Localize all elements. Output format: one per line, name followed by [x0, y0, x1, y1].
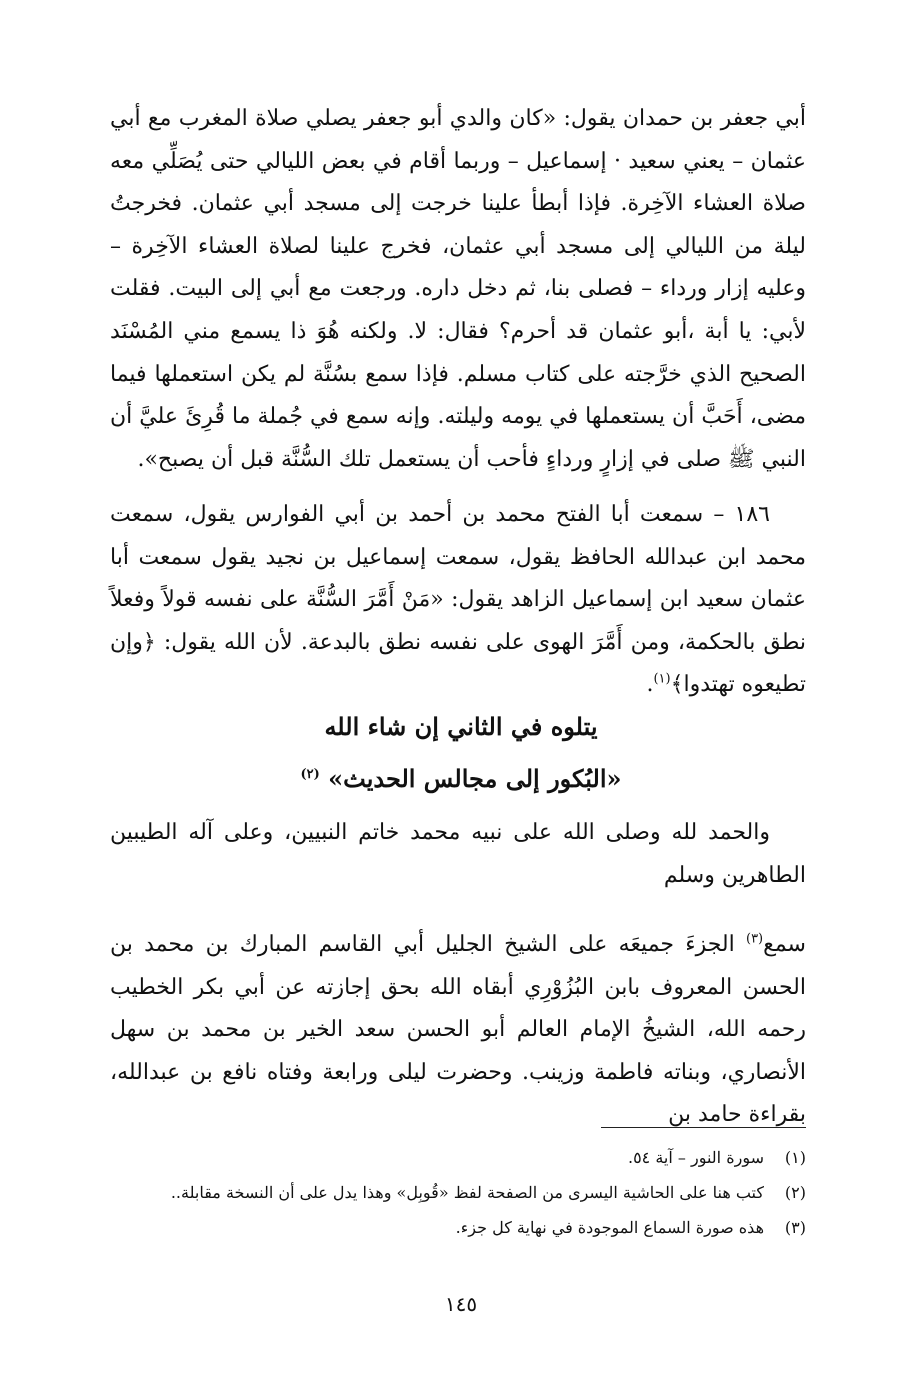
- footnote-number: (١): [784, 1148, 806, 1167]
- section-heading: يتلوه في الثاني إن شاء الله: [324, 712, 598, 741]
- footnote-ref-2: (٢): [300, 767, 320, 782]
- paragraph-text: ١٨٦ – سمعت أبا الفتح محمد بن أحمد بن أبي الفوارس يقول، سمعت محمد ابن عبدالله الحافظ يقول، سمعت إسماعيل بن نجيد يقول سمعت أبا عثمان سعيد ابن إسماعيل الزاهد يقول: «مَنْ أَمَّرَ السُّنَّة على نفسه قولاً وفعلاً نطق بالحكمة، ومن أَمَّرَ الهوى على نفسه نطق بالبدعة. لأن الله يقول: ﴿وإن تطيعوه تهتدوا﴾: [110, 502, 806, 698]
- footnote-item: [106, 1210, 806, 1245]
- next-part-title: [0, 764, 922, 793]
- closing-praise: [110, 812, 806, 897]
- paragraph-hadith-186: [110, 494, 806, 707]
- paragraph-start: سمع: [763, 932, 806, 957]
- next-part-title-text: «البُكور إلى مجالس الحديث»: [328, 764, 622, 793]
- footnote-text: هذه صورة السماع الموجودة في نهاية كل جزء.: [455, 1218, 764, 1237]
- footnote-ref-1: (١): [653, 672, 671, 688]
- footnote-text: سورة النور – آية ٥٤.: [627, 1148, 764, 1167]
- footnote-divider: [601, 1127, 806, 1128]
- paragraph-audition-record: [110, 924, 806, 1137]
- paragraph-end: .: [646, 672, 654, 698]
- paragraph-narration: [110, 98, 806, 481]
- footnote-text: كتب هنا على الحاشية اليسرى من الصفحة لفظ «قُوبِل» وهذا يدل على أن النسخة مقابلة..: [170, 1183, 764, 1202]
- paragraph-text: والحمد لله وصلى الله على نبيه محمد خاتم النبيين، وعلى آله الطيبين الطاهرين وسلم: [110, 820, 806, 888]
- paragraph-text: أبي جعفر بن حمدان يقول: «كان والدي أبو جعفر يصلي صلاة المغرب مع أبي عثمان – يعني سعيد · إسماعيل – وربما أقام في بعض الليالي حتى يُصَلِّي معه صلاة العشاء الآخِرة. فإذا أبطأ علينا خرجت إلى مسجد أبي عثمان. فخرجتُ ليلة من الليالي إلى مسجد أبي عثمان، فخرج علينا لصلاة العشاء الآخِرة – وعليه إزار ورداء – فصلى بنا، ثم دخل داره. ورجعت مع أبي إلى البيت. فقلت لأبي: يا أبة ،أبو عثمان قد أحرم؟ فقال: لا. ولكنه هُوَ ذا يسمع مني المُسْنَد الصحيح الذي خرَّجته على كتاب مسلم. فإذا سمع بسُنَّة لم يكن استعملها فيما مضى، أَحَبَّ أن يستعملها في يومه وليلته. وإنه سمع في جُملة ما قُرِئَ عليَّ أن النبي ﷺ صلى في إزارٍ ورداءٍ فأحب أن يستعمل تلك السُّنَّة قبل أن يصبح».: [110, 106, 806, 472]
- page-number: ١٤٥: [444, 1292, 478, 1316]
- footnote-item: [106, 1140, 806, 1175]
- footnote-item: [106, 1175, 806, 1210]
- footnotes: [106, 1140, 806, 1245]
- footnote-number: (٣): [784, 1218, 806, 1237]
- footnote-ref-3: (٣): [745, 931, 764, 947]
- footnote-number: (٢): [784, 1183, 806, 1202]
- paragraph-text: الجزءَ جميعَه على الشيخ الجليل أبي القاسم المبارك بن محمد بن الحسن المعروف بابن البُزُوْرِي أبقاه الله بحق إجازته عن أبي بكر الخطيب رحمه الله، الشيخُ الإمام العالم أبو الحسن سعد الخير بن محمد بن سهل الأنصاري، وبناته فاطمة وزينب. وحضرت ليلى ورابعة وفتاه نافع بن عبدالله، بقراءة حامد بن: [110, 932, 806, 1128]
